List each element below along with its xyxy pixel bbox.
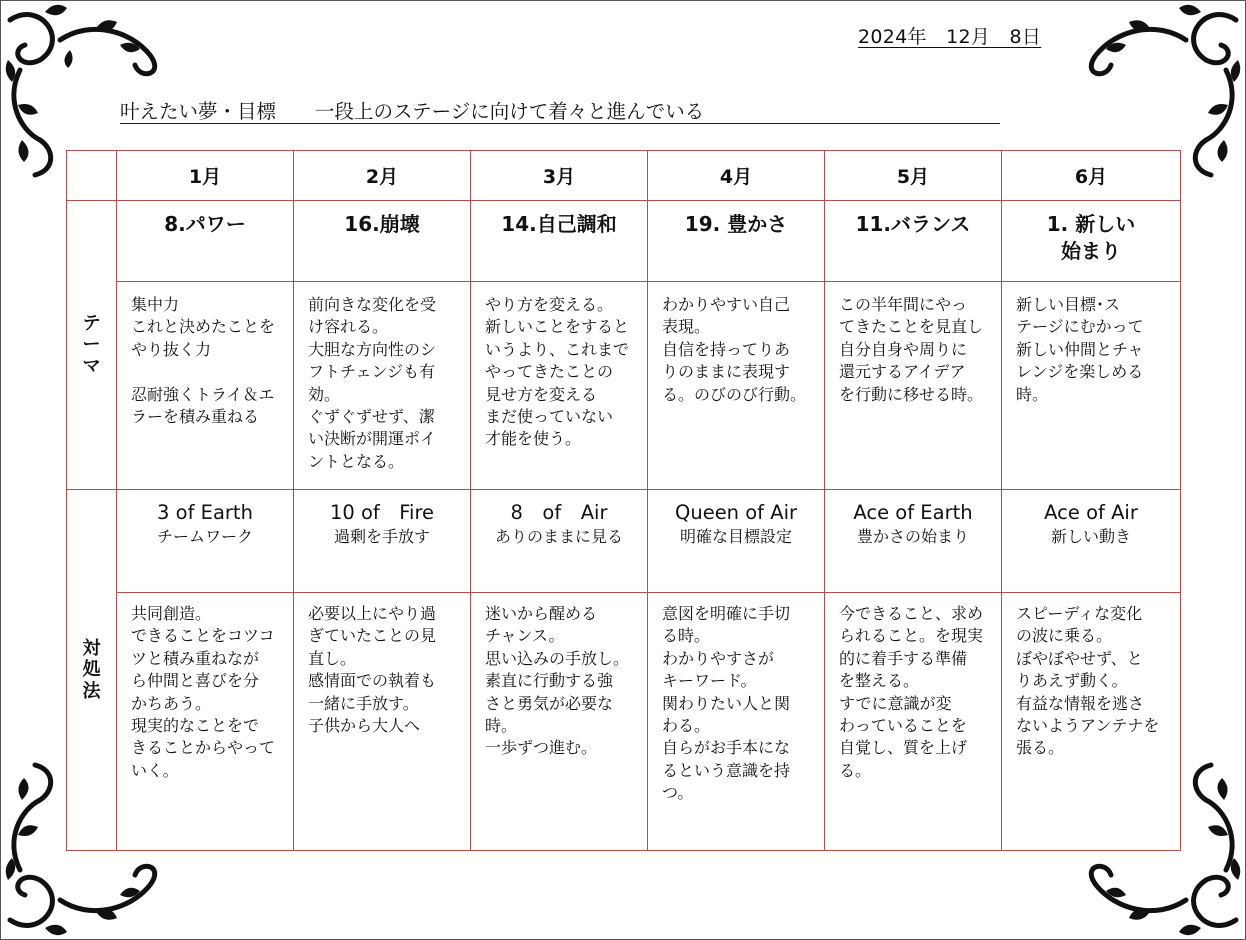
theme-description: 新しい目標･ス テージにむかって 新しい仲間とチャ レンジを楽しめる 時。 <box>1002 282 1181 490</box>
theme-title: 1. 新しい 始まり <box>1002 201 1181 282</box>
month-header: 1月 <box>117 151 294 201</box>
card-name: 8 of Air <box>510 501 608 524</box>
action-description: 共同創造。 できることをコツコ ツと積み重ねなが ら仲間と喜びを分 かちあう。 現実的なことをで きることからやって いく。 <box>117 593 294 851</box>
monthly-plan-table <box>66 150 1181 851</box>
action-description: 必要以上にやり過 ぎていたことの見 直し。 感情面での執着も 一緒に手放す。 子供から大人へ <box>294 593 471 851</box>
month-header: 5月 <box>825 151 1002 201</box>
card-subtitle: ありのままに見る <box>494 527 623 547</box>
theme-description: わかりやすい自己 表現。 自信を持ってりあ りのままに表現す る。のびのび行動。 <box>648 282 825 490</box>
action-row <box>67 593 1181 851</box>
theme-description: この半年間にやっ てきたことを見直し 自分自身や周りに 還元するアイデア を行動に移せる時。 <box>825 282 1002 490</box>
card-name: Ace of Air <box>1044 501 1138 524</box>
theme-description: やり方を変える。 新しいことをすると いうより、これまで やってきたことの 見せ方を変える まだ使っていない 才能を使う。 <box>471 282 648 490</box>
goal-gap <box>276 100 315 123</box>
theme-title: 11.バランス <box>825 201 1002 282</box>
card-row <box>67 490 1181 593</box>
row-label-action <box>67 490 117 851</box>
month-header-row <box>67 151 1181 201</box>
card-name: Queen of Air <box>674 501 798 524</box>
goal-line <box>120 96 1000 124</box>
card-subtitle: 明確な目標設定 <box>679 527 792 547</box>
goal-text: 一段上のステージに向けて着々と進んでいる <box>315 100 705 123</box>
month-header: 4月 <box>648 151 825 201</box>
card-cell <box>471 490 648 593</box>
card-subtitle: チームワーク <box>156 527 253 547</box>
row-label-theme <box>67 201 117 490</box>
theme-title: 19. 豊かさ <box>648 201 825 282</box>
card-cell <box>1002 490 1181 593</box>
theme-title: 8.パワー <box>117 201 294 282</box>
month-header: 3月 <box>471 151 648 201</box>
document-date: 2024年 12月 8日 <box>858 26 1042 48</box>
row-label-action-text: 対処法 <box>82 637 101 702</box>
action-description: スピーディな変化 の波に乗る。 ぼやぼやせず、と りあえず動く。 有益な情報を逃さ ないようアンテナを 張る。 <box>1002 593 1181 851</box>
month-header: 6月 <box>1002 151 1181 201</box>
row-label-theme-text: テーマ <box>82 312 101 377</box>
card-name: 10 of Fire <box>329 501 435 524</box>
corner-cell <box>67 151 117 201</box>
theme-description: 集中力 これと決めたことを やり抜く力 忍耐強くトライ＆エ ラーを積み重ねる <box>117 282 294 490</box>
card-name: Ace of Earth <box>853 501 973 524</box>
card-cell <box>825 490 1002 593</box>
theme-title: 16.崩壊 <box>294 201 471 282</box>
action-description: 意図を明確に手切 る時。 わかりやすさが キーワード。 関わりたい人と関 わる。 自らがお手本にな るという意識を持 つ。 <box>648 593 825 851</box>
card-name: 3 of Earth <box>157 501 253 524</box>
card-cell <box>648 490 825 593</box>
card-cell <box>294 490 471 593</box>
action-description: 迷いから醒める チャンス。 思い込みの手放し。 素直に行動する強 さと勇気が必要な 時。 一歩ずつ進む。 <box>471 593 648 851</box>
action-description: 今できること、求め られること。を現実 的に着手する準備 を整える。 すでに意識が変 わっていることを 自覚し、質を上げ る。 <box>825 593 1002 851</box>
card-subtitle: 豊かさの始まり <box>856 527 969 547</box>
theme-title: 14.自己調和 <box>471 201 648 282</box>
card-subtitle: 新しい動き <box>1050 527 1131 547</box>
theme-description-row <box>67 282 1181 490</box>
theme-description: 前向きな変化を受 け容れる。 大胆な方向性のシ フトチェンジも有効。 ぐずぐずせず、潔 い決断が開運ポイ ントとなる。 <box>294 282 471 490</box>
theme-title-row <box>67 201 1181 282</box>
card-subtitle: 過剰を手放す <box>333 527 430 547</box>
month-header: 2月 <box>294 151 471 201</box>
card-cell <box>117 490 294 593</box>
goal-label: 叶えたい夢・目標 <box>120 100 277 123</box>
